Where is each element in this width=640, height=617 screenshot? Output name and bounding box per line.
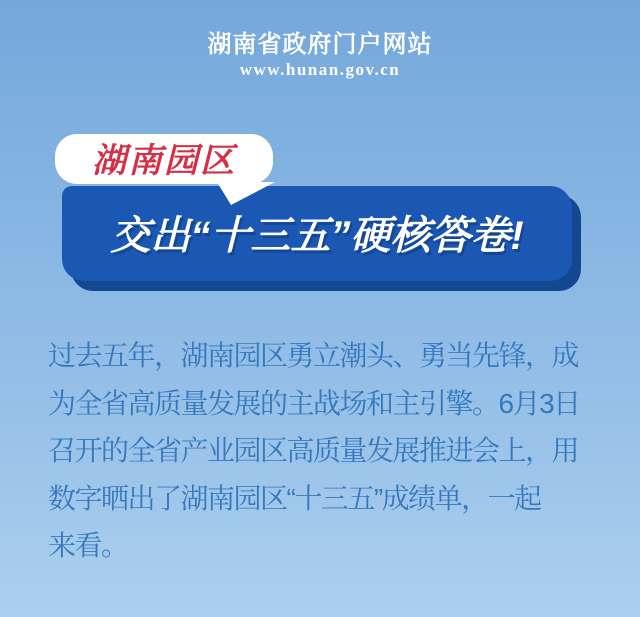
article-paragraph: [48, 332, 608, 570]
speech-bubble-tail-icon: [217, 182, 275, 205]
article-line: 来看。: [48, 530, 128, 561]
article-line: 为全省高质量发展的主战场和主引擎。6月3日: [48, 387, 580, 419]
headline-banner: [62, 186, 572, 281]
article-line: 过去五年，湖南园区勇立潮头、勇当先锋，成: [48, 340, 579, 371]
banner-headline: 交出“十三五”硬核答卷!: [110, 214, 524, 258]
site-url: www.hunan.gov.cn: [239, 60, 401, 79]
article-line: 召开的全省产业园区高质量发展推进会上，用: [48, 435, 579, 466]
topic-badge-label: 湖南园区: [92, 143, 236, 180]
article-line: 数字晒出了湖南园区“十三五”成绩单，一起: [48, 482, 541, 514]
topic-badge: [55, 134, 273, 184]
site-title: 湖南省政府门户网站: [207, 31, 433, 58]
